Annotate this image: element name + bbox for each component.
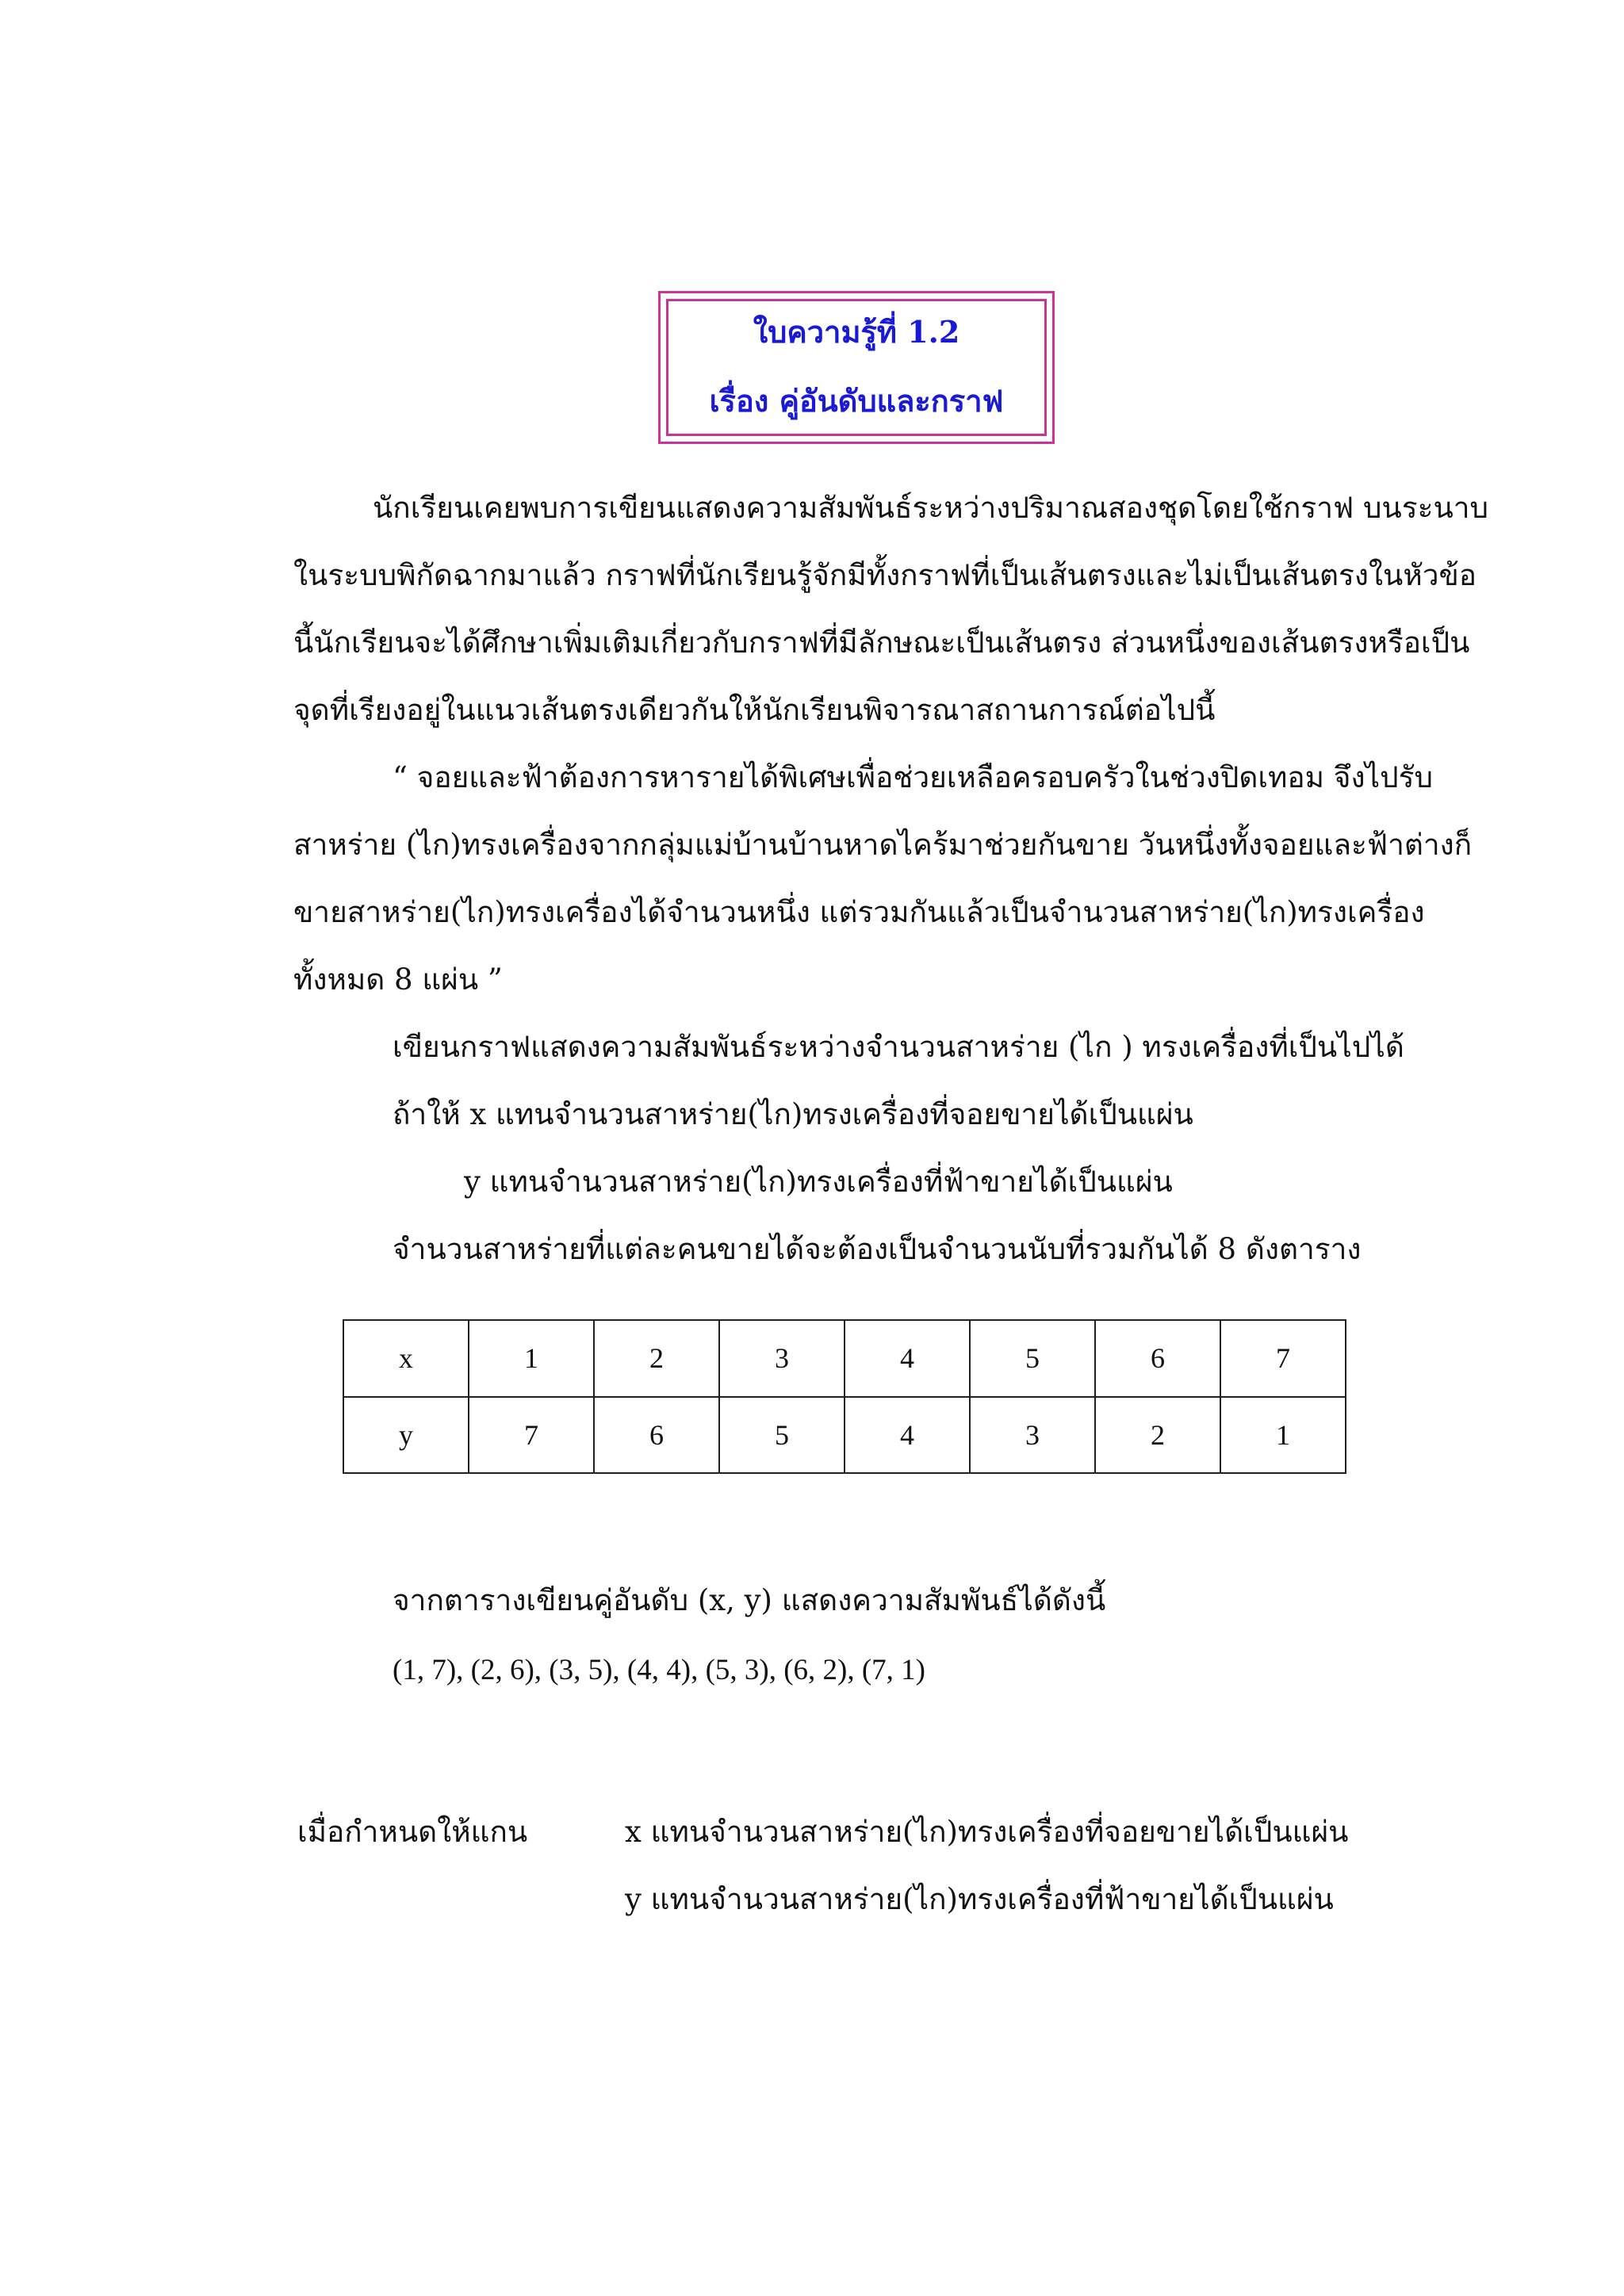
axes-definition-x: x แทนจำนวนสาหร่าย(ไก)ทรงเครื่องที่จอยขายได้เป็นแผ่น	[625, 1815, 1349, 1849]
title-box	[658, 291, 1055, 444]
title-line-1: ใบความรู้ที่ 1.2	[753, 314, 960, 350]
table-cell: 5	[970, 1320, 1095, 1397]
instruction-let-y: y แทนจำนวนสาหร่าย(ไก)ทรงเครื่องที่ฟ้าขายได้เป็นแผ่น	[464, 1165, 1173, 1199]
table-cell: 3	[719, 1320, 845, 1397]
table-cell: 5	[719, 1397, 845, 1474]
paragraph-1-line-1: นักเรียนเคยพบการเขียนแสดงความสัมพันธ์ระหว่างปริมาณสองชุดโดยใช้กราฟ บนระนาบ	[373, 491, 1489, 525]
paragraph-1-line-2: ในระบบพิกัดฉากมาแล้ว กราฟที่นักเรียนรู้จักมีทั้งกราฟที่เป็นเส้นตรงและไม่เป็นเส้นตรงในหัวข้อ	[293, 558, 1477, 592]
table-cell: 1	[469, 1320, 594, 1397]
ordered-pairs-list: (1, 7), (2, 6), (3, 5), (4, 4), (5, 3), (6, 2), (7, 1)	[393, 1654, 925, 1686]
axes-definition-y: y แทนจำนวนสาหร่าย(ไก)ทรงเครื่องที่ฟ้าขายได้เป็นแผ่น	[625, 1882, 1334, 1916]
paragraph-1-line-3: นี้นักเรียนจะได้ศึกษาเพิ่มเติมเกี่ยวกับกราฟที่มีลักษณะเป็นเส้นตรง ส่วนหนึ่งของเส้นตรงหรือเป็น	[293, 626, 1470, 660]
scenario-line-3: ขายสาหร่าย(ไก)ทรงเครื่องได้จำนวนหนึ่ง แต่รวมกันแล้วเป็นจำนวนสาหร่าย(ไก)ทรงเครื่อง	[293, 895, 1425, 929]
table-cell: 3	[970, 1397, 1095, 1474]
table-cell: 1	[1220, 1397, 1346, 1474]
table-row-x	[343, 1320, 1346, 1397]
paragraph-1-line-4: จุดที่เรียงอยู่ในแนวเส้นตรงเดียวกันให้นักเรียนพิจารณาสถานการณ์ต่อไปนี้	[293, 693, 1216, 727]
table-cell: 7	[469, 1397, 594, 1474]
scenario-line-2: สาหร่าย (ไก)ทรงเครื่องจากกลุ่มแม่บ้านบ้านหาดไคร้มาช่วยกันขาย วันหนึ่งทั้งจอยและฟ้าต่างก็	[293, 828, 1473, 862]
table-cell: 6	[594, 1397, 719, 1474]
instruction-let-x: ถ้าให้ x แทนจำนวนสาหร่าย(ไก)ทรงเครื่องที่จอยขายได้เป็นแผ่น	[393, 1097, 1193, 1131]
title-line-2: เรื่อง คู่อันดับและกราฟ	[709, 383, 1004, 419]
axes-definition-label: เมื่อกำหนดให้แกน	[297, 1815, 528, 1849]
scenario-line-4: ทั้งหมด 8 แผ่น ”	[293, 962, 503, 997]
table-cell: x	[343, 1320, 469, 1397]
table-cell: 4	[845, 1320, 970, 1397]
table-cell: 2	[594, 1320, 719, 1397]
table-cell: 4	[845, 1397, 970, 1474]
scenario-line-1: “ จอยและฟ้าต้องการหารายได้พิเศษเพื่อช่วยเหลือครอบครัวในช่วงปิดเทอม จึงไปรับ	[393, 760, 1433, 794]
ordered-pairs-intro: จากตารางเขียนคู่อันดับ (x, y) แสดงความสัมพันธ์ได้ดังนี้	[393, 1583, 1106, 1617]
table-cell: 2	[1095, 1397, 1220, 1474]
instruction-graph: เขียนกราฟแสดงความสัมพันธ์ระหว่างจำนวนสาหร่าย (ไก ) ทรงเครื่องที่เป็นไปได้	[393, 1030, 1404, 1064]
table-cell: 6	[1095, 1320, 1220, 1397]
instruction-table-intro: จำนวนสาหร่ายที่แต่ละคนขายได้จะต้องเป็นจำนวนนับที่รวมกันได้ 8 ดังตาราง	[393, 1232, 1362, 1266]
table-cell: 7	[1220, 1320, 1346, 1397]
table-cell: y	[343, 1397, 469, 1474]
table-row-y	[343, 1397, 1346, 1474]
xy-value-table	[343, 1319, 1346, 1474]
